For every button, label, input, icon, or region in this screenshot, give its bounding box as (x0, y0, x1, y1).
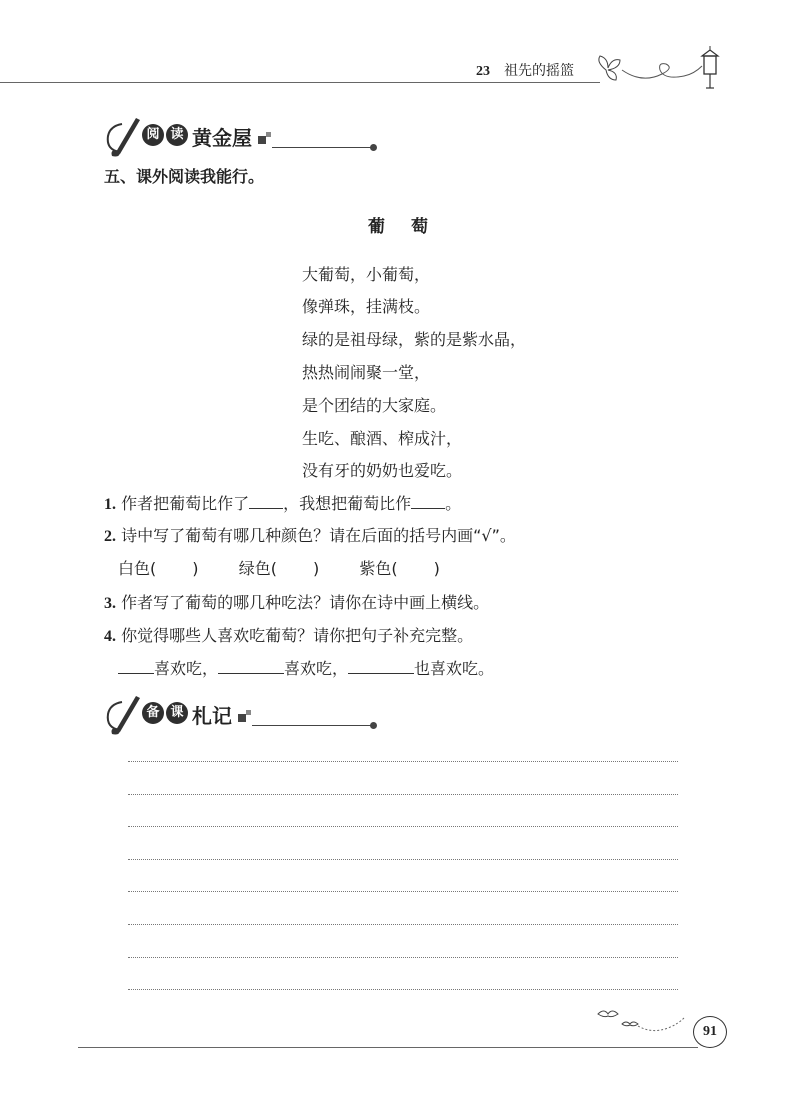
question-text: ，我想把葡萄比作 (283, 494, 412, 513)
question-number: 2. (104, 528, 116, 545)
note-line[interactable] (128, 891, 678, 892)
brush-icon (100, 690, 144, 736)
butterfly-lantern-icon (592, 40, 732, 100)
section-header-notes (100, 690, 390, 736)
note-line[interactable] (128, 859, 678, 860)
brush-icon (100, 112, 144, 158)
square-deco (258, 136, 266, 144)
question-number: 3. (104, 595, 116, 612)
question-1 (104, 491, 461, 514)
question-number: 4. (104, 628, 116, 645)
rule-dot (370, 144, 377, 151)
badge-read-2: 读 (166, 124, 188, 146)
section-rule (272, 147, 372, 148)
poem-line: 绿的是祖母绿，紫的是紫水晶， (302, 330, 527, 349)
sentence-part: 也喜欢吃。 (414, 659, 495, 678)
page-number: 91 (693, 1016, 727, 1048)
question-2 (104, 523, 516, 546)
question-4 (104, 623, 473, 646)
birds-icon (594, 1000, 694, 1040)
answer-blank[interactable] (411, 494, 445, 509)
fill-sentence (118, 656, 494, 679)
poem-title: 葡萄 (368, 217, 454, 237)
poem-line: 热热闹闹聚一堂， (302, 363, 431, 382)
running-header (476, 60, 574, 80)
badge-notes-2: 课 (166, 702, 188, 724)
question-text: 作者把葡萄比作了 (121, 494, 250, 513)
question-text: 诗中写了葡萄有哪几种颜色？请在后面的括号内画“√”。 (121, 526, 516, 545)
poem-line: 生吃、酿酒、榨成汁， (302, 429, 463, 448)
square-deco (266, 132, 271, 137)
lesson-number: 23 (476, 64, 490, 79)
answer-blank[interactable] (218, 659, 284, 674)
color-options (118, 556, 440, 579)
section-title: 黄金屋 (192, 126, 252, 150)
note-line[interactable] (128, 826, 678, 827)
option-green[interactable]: 绿色( (238, 559, 277, 578)
poem-line: 是个团结的大家庭。 (302, 396, 447, 415)
square-deco (246, 710, 251, 715)
badge-notes-1: 备 (142, 702, 164, 724)
badge-read-1: 阅 (142, 124, 164, 146)
question-number: 1. (104, 496, 116, 513)
question-text: 作者写了葡萄的哪几种吃法？请你在诗中画上横线。 (121, 593, 490, 612)
answer-blank[interactable] (118, 659, 154, 674)
poem-line: 像弹珠，挂满枝。 (302, 297, 431, 316)
answer-blank[interactable] (348, 659, 414, 674)
poem-line: 没有牙的奶奶也爱吃。 (302, 461, 463, 480)
section-rule (252, 725, 372, 726)
paren-close: ) (433, 559, 440, 578)
option-white[interactable]: 白色( (118, 559, 157, 578)
answer-blank[interactable] (249, 494, 283, 509)
option-purple[interactable]: 紫色( (359, 559, 398, 578)
lesson-title: 祖先的摇篮 (504, 63, 574, 79)
square-deco (238, 714, 246, 722)
exercise-instruction: 五、课外阅读我能行。 (104, 167, 265, 186)
note-line[interactable] (128, 957, 678, 958)
section-title: 札记 (192, 704, 232, 728)
note-line[interactable] (128, 794, 678, 795)
note-line[interactable] (128, 924, 678, 925)
section-header-reading (100, 112, 390, 158)
header-rule (0, 82, 600, 83)
paren-close: ) (312, 559, 320, 578)
question-text: 。 (445, 494, 462, 513)
note-line[interactable] (128, 761, 678, 762)
poem-line: 大葡萄，小葡萄， (302, 265, 431, 284)
question-3 (104, 590, 489, 613)
footer-rule (78, 1047, 698, 1048)
sentence-part: 喜欢吃， (154, 659, 219, 678)
sentence-part: 喜欢吃， (284, 659, 349, 678)
note-line[interactable] (128, 989, 678, 990)
rule-dot (370, 722, 377, 729)
paren-close: ) (192, 559, 199, 578)
question-text: 你觉得哪些人喜欢吃葡萄？请你把句子补充完整。 (121, 626, 474, 645)
